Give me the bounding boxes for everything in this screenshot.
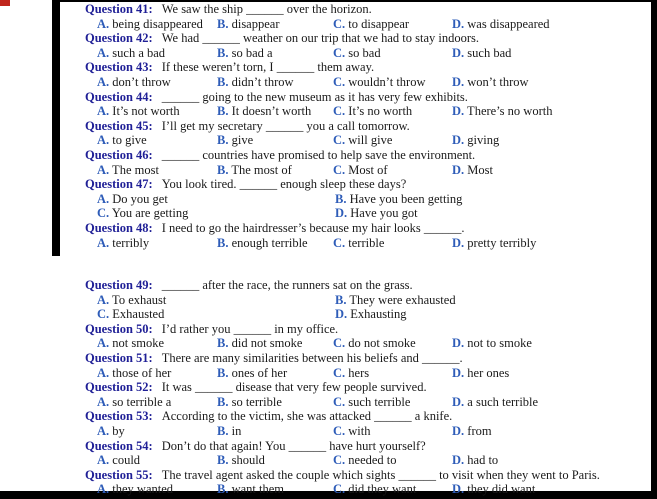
options-row xyxy=(85,17,651,32)
option-letter: B. xyxy=(217,16,229,31)
option-letter: D. xyxy=(452,424,465,439)
question-line xyxy=(85,221,651,236)
option-text: Exhausting xyxy=(347,307,407,322)
option-text: in xyxy=(228,424,242,439)
option-letter: C. xyxy=(333,74,346,89)
question-number: Question 44: xyxy=(85,89,153,104)
option-text: so terrible xyxy=(228,394,282,409)
option-text: did not smoke xyxy=(228,336,303,351)
options-row xyxy=(85,453,651,468)
option xyxy=(452,236,651,251)
option-text: being disappeared xyxy=(109,16,203,31)
option xyxy=(97,104,217,119)
option-letter: C. xyxy=(333,104,346,119)
option xyxy=(97,163,217,178)
options-row xyxy=(85,424,651,439)
option-text: It doesn’t worth xyxy=(228,104,312,119)
question-number: Question 49: xyxy=(85,278,153,293)
option-letter: B. xyxy=(217,336,229,351)
option xyxy=(217,75,333,90)
question-block xyxy=(85,351,651,380)
option xyxy=(217,17,333,32)
options-row xyxy=(85,46,651,61)
option-text: Have you got xyxy=(347,206,418,221)
option-text: was disappeared xyxy=(464,16,550,31)
option xyxy=(452,482,651,497)
option-text: enough terrible xyxy=(228,235,308,250)
option-letter: A. xyxy=(97,482,110,497)
option-text: they wanted xyxy=(109,482,174,497)
option-letter: A. xyxy=(97,292,110,307)
question-text: The travel agent asked the couple which sights ______ to visit when they went to Paris. xyxy=(161,467,600,482)
option-text: such bad xyxy=(464,45,512,60)
option-text: such a bad xyxy=(109,45,166,60)
options-row xyxy=(85,336,651,351)
option xyxy=(452,133,651,148)
option xyxy=(97,293,335,308)
option-text: could xyxy=(109,453,141,468)
option xyxy=(217,46,333,61)
options-row xyxy=(85,104,651,119)
option xyxy=(333,17,452,32)
option-text: to disappear xyxy=(345,16,410,31)
question-text: ______ going to the new museum as it has very few exhibits. xyxy=(161,89,468,104)
option xyxy=(97,236,217,251)
option-text: hers xyxy=(345,365,370,380)
option-letter: D. xyxy=(452,394,465,409)
option xyxy=(97,46,217,61)
option xyxy=(97,206,335,221)
option-letter: C. xyxy=(333,482,346,497)
option xyxy=(333,163,452,178)
option-letter: D. xyxy=(452,453,465,468)
option-text: not to smoke xyxy=(464,336,532,351)
question-block xyxy=(85,380,651,409)
question-block xyxy=(85,2,651,31)
question-number: Question 48: xyxy=(85,220,153,235)
option-text: a such terrible xyxy=(464,394,539,409)
question-line xyxy=(85,468,651,483)
option-text: so bad a xyxy=(228,45,273,60)
question-number: Question 43: xyxy=(85,60,153,75)
option-letter: C. xyxy=(333,45,346,60)
option-letter: A. xyxy=(97,104,110,119)
options-row xyxy=(85,293,651,308)
question-text: According to the victim, she was attacked ______ a knife. xyxy=(161,409,453,424)
option xyxy=(452,453,651,468)
question-text: I’d rather you ______ in my office. xyxy=(161,321,339,336)
question-block xyxy=(85,90,651,119)
option-text: To exhaust xyxy=(109,292,167,307)
question-text: Don’t do that again! You ______ have hurt yourself? xyxy=(161,438,426,453)
question-text: It was ______ disease that very few people survived. xyxy=(161,380,427,395)
option-text: want them xyxy=(228,482,285,497)
option-text: won’t throw xyxy=(464,74,529,89)
option xyxy=(452,75,651,90)
question-block xyxy=(85,278,651,322)
option-letter: D. xyxy=(452,336,465,351)
option-letter: B. xyxy=(217,424,229,439)
options-row xyxy=(85,133,651,148)
option xyxy=(97,336,217,351)
option-letter: A. xyxy=(97,162,110,177)
option-letter: A. xyxy=(97,74,110,89)
option-letter: A. xyxy=(97,336,110,351)
option-text: The most of xyxy=(228,162,292,177)
option xyxy=(217,336,333,351)
option-text: to give xyxy=(109,133,147,148)
option-text: will give xyxy=(345,133,393,148)
option-text: pretty terribly xyxy=(464,235,537,250)
option-letter: D. xyxy=(452,133,465,148)
option xyxy=(333,46,452,61)
option-text: don’t throw xyxy=(109,74,171,89)
option-text: Do you get xyxy=(109,191,168,206)
question-text: ______ after the race, the runners sat on the grass. xyxy=(161,278,413,293)
option-text: did they want xyxy=(345,482,417,497)
question-text: We saw the ship ______ over the horizon. xyxy=(161,2,372,16)
question-block xyxy=(85,60,651,89)
scan-edge-right xyxy=(651,0,657,499)
option xyxy=(333,236,452,251)
option-letter: C. xyxy=(333,424,346,439)
option xyxy=(97,192,335,207)
option xyxy=(333,336,452,351)
option-letter: D. xyxy=(452,235,465,250)
question-block xyxy=(85,409,651,438)
option-letter: A. xyxy=(97,16,110,31)
option xyxy=(335,293,651,308)
option-text: They were exhausted xyxy=(346,292,456,307)
question-number: Question 47: xyxy=(85,177,153,192)
option-text: The most xyxy=(109,162,159,177)
options-row xyxy=(85,395,651,410)
option xyxy=(217,395,333,410)
question-line xyxy=(85,31,651,46)
option xyxy=(217,424,333,439)
option xyxy=(452,395,651,410)
option-text: from xyxy=(464,424,492,439)
option-text: by xyxy=(109,424,125,439)
option xyxy=(452,104,651,119)
scan-edge-left xyxy=(52,0,60,256)
option xyxy=(97,17,217,32)
option xyxy=(217,482,333,497)
option-text: wouldn’t throw xyxy=(345,74,426,89)
option xyxy=(452,366,651,381)
question-text: ______ countries have promised to help save the environment. xyxy=(161,147,476,162)
option-text: It’s not worth xyxy=(109,104,180,119)
option-letter: D. xyxy=(452,74,465,89)
option xyxy=(333,482,452,497)
option-text: her ones xyxy=(464,365,510,380)
option xyxy=(452,424,651,439)
option-letter: D. xyxy=(452,16,465,31)
option-letter: B. xyxy=(217,394,229,409)
option-text: ones of her xyxy=(228,365,288,380)
option-letter: A. xyxy=(97,191,110,206)
option-letter: B. xyxy=(217,453,229,468)
question-block xyxy=(85,31,651,60)
option-letter: C. xyxy=(333,162,346,177)
options-row xyxy=(85,482,651,497)
question-block xyxy=(85,221,651,250)
option-text: so bad xyxy=(345,45,381,60)
option-text: do not smoke xyxy=(345,336,416,351)
option-letter: A. xyxy=(97,45,110,60)
option-text: It’s no worth xyxy=(345,104,413,119)
option-text: Most xyxy=(464,162,493,177)
option-letter: B. xyxy=(217,482,229,497)
question-number: Question 50: xyxy=(85,321,153,336)
option-text: terrible xyxy=(345,235,385,250)
option xyxy=(333,133,452,148)
option-letter: A. xyxy=(97,453,110,468)
option-letter: A. xyxy=(97,133,110,148)
option-text: Most of xyxy=(345,162,388,177)
question-text: I’ll get my secretary ______ you a call tomorrow. xyxy=(161,118,410,133)
option-letter: A. xyxy=(97,365,110,380)
option xyxy=(97,133,217,148)
option-letter: D. xyxy=(452,104,465,119)
question-number: Question 41: xyxy=(85,2,153,16)
option-letter: B. xyxy=(217,74,229,89)
option-text: had to xyxy=(464,453,499,468)
question-number: Question 52: xyxy=(85,380,153,395)
option-letter: D. xyxy=(335,307,348,322)
option-text: they did want xyxy=(464,482,536,497)
option-letter: D. xyxy=(335,206,348,221)
option-text: those of her xyxy=(109,365,172,380)
option xyxy=(97,366,217,381)
question-block xyxy=(85,322,651,351)
option-text: should xyxy=(228,453,265,468)
option xyxy=(333,75,452,90)
option xyxy=(97,75,217,90)
question-number: Question 42: xyxy=(85,31,153,46)
option-text: such terrible xyxy=(345,394,411,409)
option xyxy=(452,17,651,32)
option-text: disappear xyxy=(228,16,280,31)
question-text: We had ______ weather on our trip that we had to stay indoors. xyxy=(161,31,480,46)
option-letter: A. xyxy=(97,235,110,250)
question-block xyxy=(85,177,651,221)
option-letter: C. xyxy=(333,336,346,351)
option-text: not smoke xyxy=(109,336,165,351)
question-number: Question 54: xyxy=(85,438,153,453)
option-text: so terrible a xyxy=(109,394,172,409)
question-text: If these weren’t torn, I ______ them away. xyxy=(161,60,375,75)
options-row xyxy=(85,75,651,90)
option xyxy=(452,163,651,178)
option-text: Exhausted xyxy=(109,307,165,322)
option xyxy=(217,104,333,119)
option xyxy=(333,366,452,381)
question-line xyxy=(85,60,651,75)
options-row xyxy=(85,206,651,221)
question-line xyxy=(85,409,651,424)
question-block xyxy=(85,119,651,148)
option-text: giving xyxy=(464,133,500,148)
option-text: needed to xyxy=(345,453,397,468)
option-text: Have you been getting xyxy=(346,191,463,206)
question-block xyxy=(85,439,651,468)
question-line xyxy=(85,148,651,163)
option-letter: B. xyxy=(217,235,229,250)
option-letter: D. xyxy=(452,365,465,380)
options-row xyxy=(85,236,651,251)
question-line xyxy=(85,119,651,134)
question-line xyxy=(85,351,651,366)
option-text: with xyxy=(345,424,371,439)
question-text: There are many similarities between his beliefs and ______. xyxy=(161,351,463,366)
question-line xyxy=(85,439,651,454)
option xyxy=(335,192,651,207)
question-text: I need to go the hairdresser’s because my hair looks ______. xyxy=(161,220,465,235)
option-text: terribly xyxy=(109,235,150,250)
options-row xyxy=(85,366,651,381)
question-line xyxy=(85,2,651,17)
question-text: You look tired. ______ enough sleep these days? xyxy=(161,177,407,192)
option-letter: C. xyxy=(97,206,110,221)
option xyxy=(452,46,651,61)
option-letter: A. xyxy=(97,424,110,439)
option xyxy=(335,206,651,221)
option xyxy=(217,133,333,148)
option-letter: C. xyxy=(333,453,346,468)
option-letter: B. xyxy=(217,133,229,148)
question-list xyxy=(85,2,651,497)
question-block xyxy=(85,468,651,497)
option xyxy=(335,307,651,322)
options-row xyxy=(85,163,651,178)
option-letter: C. xyxy=(333,16,346,31)
red-scan-mark-icon xyxy=(0,0,10,6)
option-letter: D. xyxy=(452,45,465,60)
question-number: Question 51: xyxy=(85,351,153,366)
option xyxy=(333,104,452,119)
option-letter: C. xyxy=(333,394,346,409)
option-letter: B. xyxy=(217,365,229,380)
option xyxy=(217,236,333,251)
option-letter: A. xyxy=(97,394,110,409)
option xyxy=(97,453,217,468)
option xyxy=(97,482,217,497)
option xyxy=(217,366,333,381)
option-letter: C. xyxy=(333,235,346,250)
options-row xyxy=(85,307,651,322)
question-number: Question 45: xyxy=(85,118,153,133)
option xyxy=(333,453,452,468)
option-letter: B. xyxy=(217,104,229,119)
question-number: Question 46: xyxy=(85,147,153,162)
option-text: You are getting xyxy=(109,206,189,221)
option-text: give xyxy=(228,133,254,148)
option-text: There’s no worth xyxy=(464,104,553,119)
question-number: Question 55: xyxy=(85,467,153,482)
option xyxy=(97,424,217,439)
option-letter: B. xyxy=(217,162,229,177)
question-line xyxy=(85,278,651,293)
option xyxy=(217,163,333,178)
option-letter: B. xyxy=(335,292,347,307)
question-line xyxy=(85,322,651,337)
option xyxy=(97,307,335,322)
question-line xyxy=(85,90,651,105)
option-letter: B. xyxy=(335,191,347,206)
option xyxy=(217,453,333,468)
option-letter: D. xyxy=(452,482,465,497)
option xyxy=(333,395,452,410)
option-text: didn’t throw xyxy=(228,74,294,89)
option xyxy=(452,336,651,351)
option xyxy=(97,395,217,410)
option-letter: C. xyxy=(333,365,346,380)
option-letter: C. xyxy=(333,133,346,148)
options-row xyxy=(85,192,651,207)
option-letter: D. xyxy=(452,162,465,177)
option-letter: C. xyxy=(97,307,110,322)
question-line xyxy=(85,380,651,395)
question-number: Question 53: xyxy=(85,409,153,424)
option xyxy=(333,424,452,439)
option-letter: B. xyxy=(217,45,229,60)
question-line xyxy=(85,177,651,192)
question-block xyxy=(85,148,651,177)
